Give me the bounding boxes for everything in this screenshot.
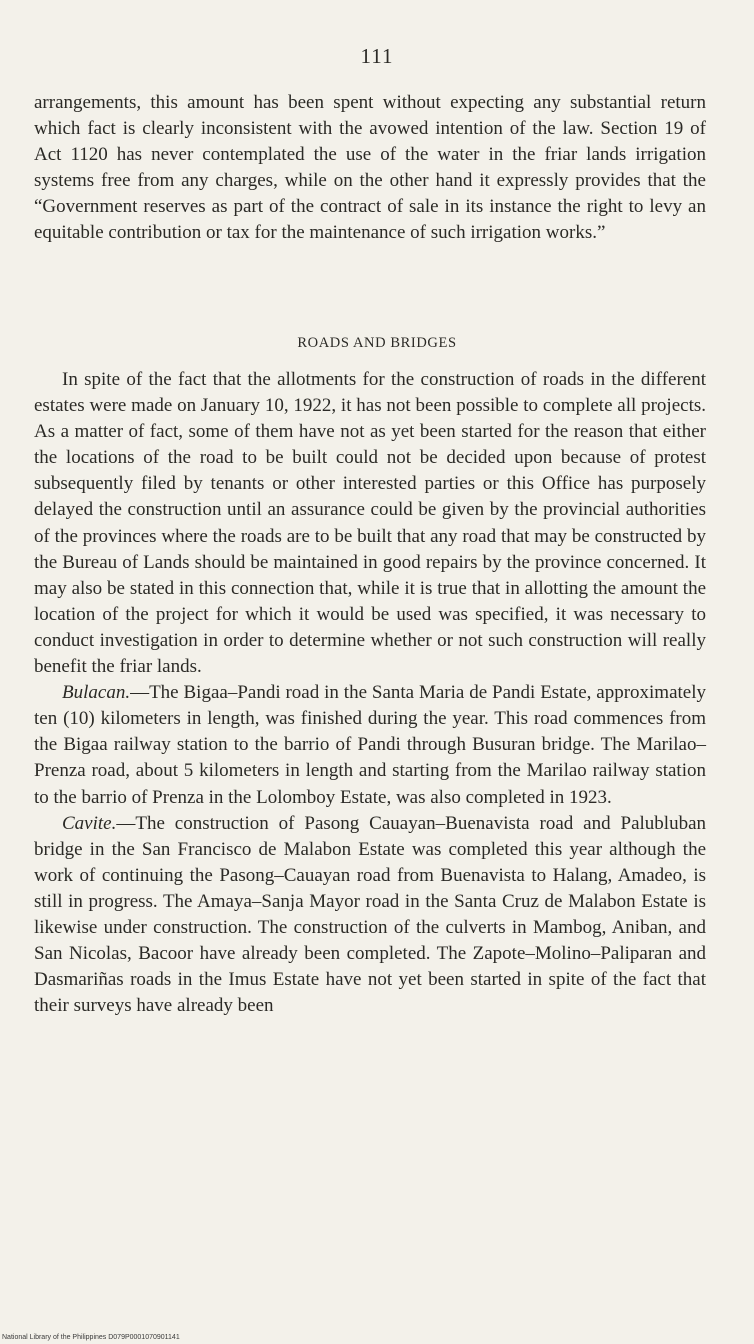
cavite-text: —The construction of Pasong Cauayan–Buenavista road and Palubluban bridge in the San Francisco de Malabon Estate was completed this year although the work of continuing the Pasong–Cauayan road from Buenavista to Halang, Amadeo, is still in progress. The Amaya–Sanja Mayor road in the Santa Cruz de Malabon Estate is likewise under construction. The construction of the culverts in Mambog, Aniban, and San Nicolas, Bacoor have already been completed. The Zapote–Molino–Paliparan and Dasmariñas roads in the Imus Estate have not yet been started in spite of the fact that their surveys have already been <box>34 812 706 1017</box>
paragraph-cavite <box>34 811 706 1020</box>
page-number: 111 <box>360 44 394 68</box>
bulacan-text: —The Bigaa–Pandi road in the Santa Maria de Pandi Estate, approximately ten (10) kilometers in length, was finished during the year. This road commences from the Bigaa railway station to the barrio of Pandi through Busuran bridge. The Marilao–Prenza road, about 5 kilometers in length and starting from the Marilao railway station to the barrio of Prenza in the Lolomboy Estate, was also completed in 1923. <box>34 682 706 808</box>
intro-text <box>34 90 706 247</box>
section-heading: ROADS AND BRIDGES <box>297 335 457 351</box>
paragraph-roads: In spite of the fact that the allotments for the construction of roads in the different estates were made on January 10, 1922, it has not been possible to complete all projects. As a matter of fact, some of them have not as yet been started for the reason that either the locations of the road to be built could not be decided upon because of protest subsequently filed by tenants or other interested parties or this Office has purposely delayed the construction until an assurance could be given by the provincial authorities of the provinces where the roads are to be built that any road that may be constructed by the Bureau of Lands should be maintained in good repairs by the province concerned. It may also be stated in this connection that, while it is true that in allotting the amount the location of the project for which it would be used was specified, it was necessary to conduct investigation in order to determine whether or not such construction will really benefit the friar lands. <box>34 369 706 678</box>
body-text <box>34 367 706 1019</box>
paragraph-bulacan <box>34 680 706 810</box>
intro-paragraph: arrangements, this amount has been spent without expecting any substantial return which fact is clearly inconsistent with the avowed intention of the law. Section 19 of Act 1120 has never contemplated the use of the water in the friar lands irrigation systems free from any charges, while on the other hand it expressly provides that the “Government reserves as part of the contract of sale in its instance the right to levy an equitable contribution or tax for the maintenance of such irrigation works.” <box>34 92 706 244</box>
bulacan-label: Bulacan. <box>62 682 131 704</box>
cavite-label: Cavite. <box>62 812 117 834</box>
footer-caption: National Library of the Philippines D079P0001070901141 <box>2 1334 180 1341</box>
